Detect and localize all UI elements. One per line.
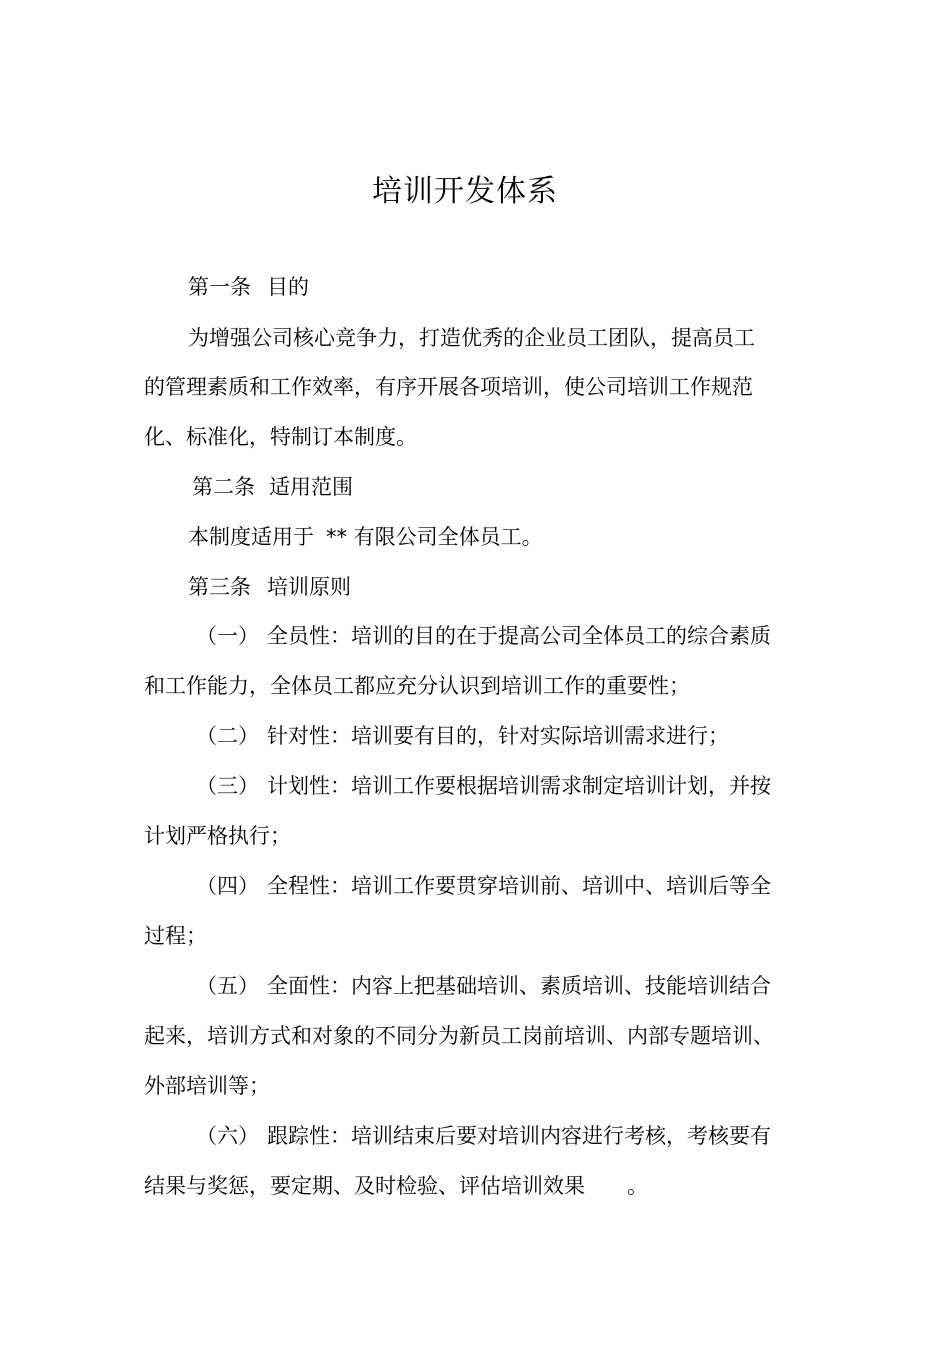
principle-6-line-2 xyxy=(144,1171,648,1201)
principle-5-number: （五） xyxy=(196,974,259,998)
principle-5-line-1: 全面性：内容上把基础培训、素质培训、技能培训结合 xyxy=(267,974,771,998)
principle-6-line-1: 跟踪性：培训结束后要对培训内容进行考核，考核要有 xyxy=(267,1124,771,1148)
article3-heading-number: 第三条 xyxy=(188,575,251,599)
principle-6-line-2-end: 。 xyxy=(627,1174,648,1198)
article1-heading-number: 第一条 xyxy=(188,275,251,299)
principle-6-number: （六） xyxy=(196,1124,259,1148)
article1-heading xyxy=(188,272,309,302)
document-title: 培训开发体系 xyxy=(372,174,558,209)
article2-para-prefix: 本制度适用于 xyxy=(188,525,314,549)
principle-1-line-2: 和工作能力，全体员工都应充分认识到培训工作的重要性； xyxy=(144,674,690,698)
article2-heading-text: 适用范围 xyxy=(269,475,353,499)
principle-6-line-2-text: 结果与奖惩，要定期、及时检验、评估培训效果 xyxy=(144,1174,585,1198)
article1-heading-text: 目的 xyxy=(267,275,309,299)
article1-para-line-1: 为增强公司核心竞争力，打造优秀的企业员工团队，提高员工 xyxy=(188,326,755,350)
principle-2-number: （二） xyxy=(196,724,259,748)
principle-3-line-2: 计划严格执行； xyxy=(144,824,291,848)
principle-4-line-1: 全程性：培训工作要贯穿培训前、培训中、培训后等全 xyxy=(267,874,771,898)
principle-5-line-3: 外部培训等； xyxy=(144,1074,270,1098)
article3-heading-text: 培训原则 xyxy=(267,575,351,599)
article2-para-company: ** 有限公司全体员工。 xyxy=(326,525,543,549)
principle-4-number: （四） xyxy=(196,874,259,898)
principle-3-line-1: 计划性：培训工作要根据培训需求制定培训计划，并按 xyxy=(267,774,771,798)
article1-para-line-3: 化、标准化，特制订本制度。 xyxy=(144,425,417,449)
article2-para xyxy=(188,522,543,552)
principle-1-number: （一） xyxy=(196,624,259,648)
article1-para-line-2: 的管理素质和工作效率，有序开展各项培训，使公司培训工作规范 xyxy=(144,375,753,399)
principle-3-number: （三） xyxy=(196,774,259,798)
article3-heading xyxy=(188,572,351,602)
article2-heading xyxy=(192,472,353,502)
article2-heading-number: 第二条 xyxy=(192,475,255,499)
principle-5-line-2: 起来，培训方式和对象的不同分为新员工岗前培训、内部专题培训、 xyxy=(144,1024,774,1048)
principle-1-line-1: 全员性：培训的目的在于提高公司全体员工的综合素质 xyxy=(267,624,771,648)
principle-2-line-1: 针对性：培训要有目的，针对实际培训需求进行； xyxy=(267,724,729,748)
principle-4-line-2: 过程； xyxy=(144,924,207,948)
